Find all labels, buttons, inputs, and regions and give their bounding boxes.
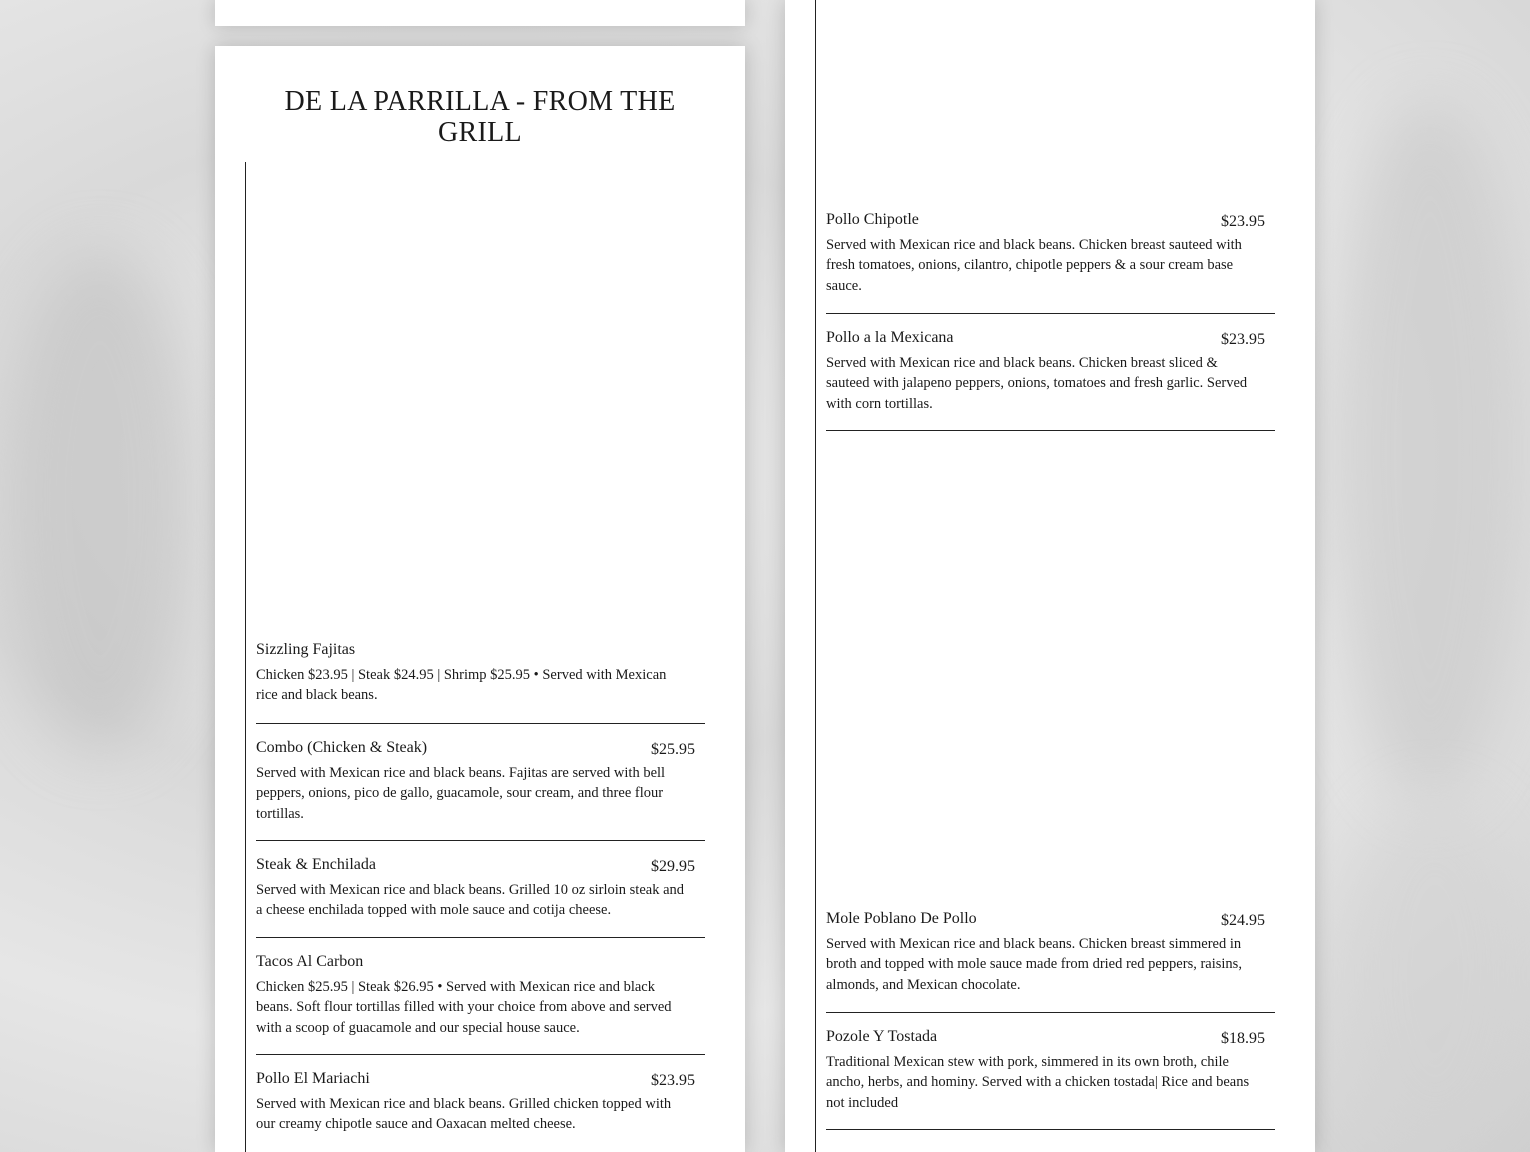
item-divider [826, 1012, 1275, 1013]
item-description: Chicken $23.95 | Steak $24.95 | Shrimp $25.95 • Served with Mexican rice and black beans. [256, 667, 667, 704]
section-title: DE LA PARRILLA - FROM THE GRILL [284, 86, 676, 148]
item-name: Pozole Y Tostada [826, 1028, 938, 1045]
item-description: Served with Mexican rice and black beans. Chicken breast sauteed with fresh tomatoes, onions, cilantro, chipotle peppers & a sour cream base sauce. [826, 237, 1242, 294]
item-divider [256, 1054, 705, 1055]
item-price: $25.95 [651, 741, 695, 758]
background-shade [0, 250, 200, 750]
item-name: Combo (Chicken & Steak) [256, 739, 428, 756]
item-price: $18.95 [1221, 1030, 1265, 1047]
item-price: $23.95 [1221, 213, 1265, 230]
item-divider [256, 937, 705, 938]
item-description: Chicken $25.95 | Steak $26.95 • Served with Mexican rice and black beans. Soft flour tortillas filled with your choice from above and served with a scoop of guacamole and our special house sauce. [256, 979, 672, 1036]
item-name: Pollo a la Mexicana [826, 329, 954, 346]
item-description: Served with Mexican rice and black beans. Chicken breast sliced & sauteed with jalapeno peppers, onions, tomatoes and fresh garlic. Served with corn tortillas. [826, 355, 1248, 412]
background-shade [1340, 800, 1530, 1150]
menu-section-card-continued [785, 0, 1315, 1152]
item-divider [256, 840, 705, 841]
item-description: Served with Mexican rice and black beans. Chicken breast simmered in broth and topped with mole sauce made from dried red peppers, raisins, almonds, and Mexican chocolate. [826, 936, 1242, 993]
item-name: Pollo Chipotle [826, 211, 919, 228]
item-name: Steak & Enchilada [256, 856, 376, 873]
item-description: Traditional Mexican stew with pork, simmered in its own broth, chile ancho, herbs, and hominy. Served with a chicken tostada| Rice and beans not included [826, 1054, 1250, 1111]
item-divider [826, 430, 1275, 431]
item-price: $29.95 [651, 858, 695, 875]
column-rule [245, 162, 246, 1152]
item-name: Sizzling Fajitas [256, 641, 356, 658]
item-description: Served with Mexican rice and black beans. Fajitas are served with bell peppers, onions, pico de gallo, guacamole, sour cream, and three flour tortillas. [256, 765, 666, 822]
item-price: $23.95 [651, 1072, 695, 1089]
item-divider [826, 313, 1275, 314]
item-divider [826, 1129, 1275, 1130]
item-name: Tacos Al Carbon [256, 953, 364, 970]
item-name: Mole Poblano De Pollo [826, 910, 977, 927]
item-price: $23.95 [1221, 331, 1265, 348]
item-description: Served with Mexican rice and black beans. Grilled 10 oz sirloin steak and a cheese enchilada topped with mole sauce and cotija cheese. [256, 882, 685, 919]
previous-section-card [215, 0, 745, 26]
column-rule [815, 0, 816, 1152]
item-price: $24.95 [1221, 912, 1265, 929]
background-shade [1330, 100, 1530, 800]
item-name: Pollo El Mariachi [256, 1070, 370, 1087]
item-divider [256, 723, 705, 724]
menu-section-card [215, 46, 745, 1152]
item-description: Served with Mexican rice and black beans. Grilled chicken topped with our creamy chipotle sauce and Oaxacan melted cheese. [256, 1096, 672, 1133]
